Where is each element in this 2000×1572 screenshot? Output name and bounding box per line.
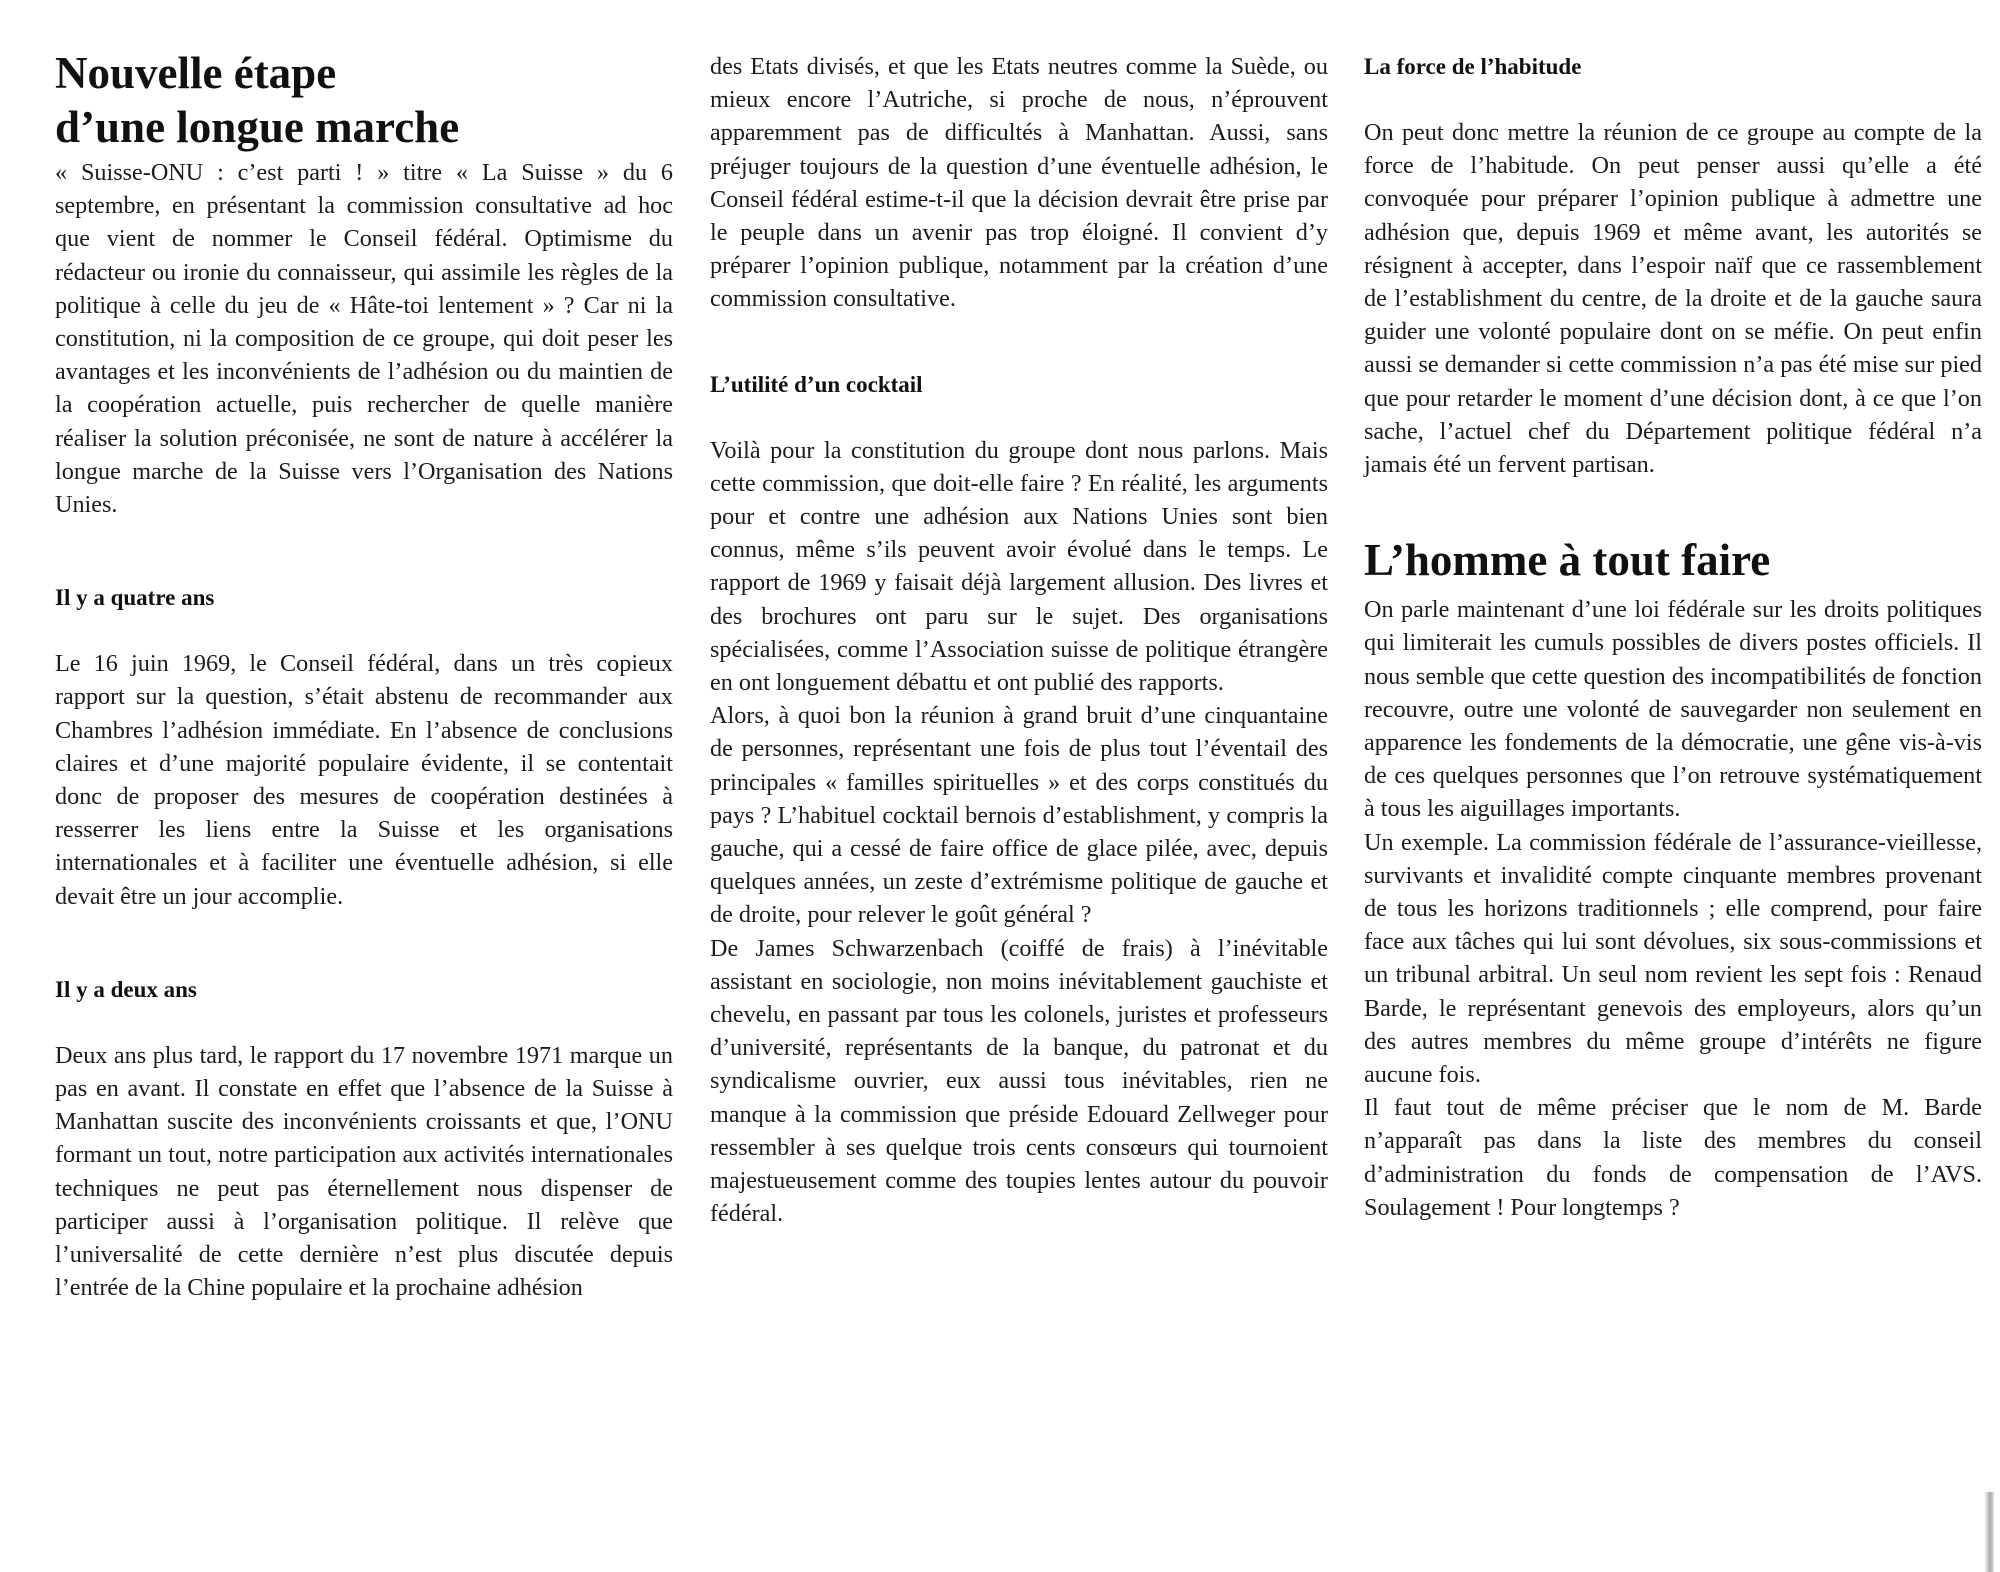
paragraph-homme-2: Un exemple. La commission fédérale de l’assurance-vieillesse, survivants et invalidité compte cinquante membres provenant de tous les horizons traditionnels ; elle comprend, pour faire face aux tâches qui lui sont dévolues, six sous-commissions et un tribunal arbitral. Un seul nom revient les sept fois : Renaud Barde, le représentant genevois des employeurs, alors qu’un des autres membres du même groupe d’intérêts ne figure aucune fois. bbox=[1364, 828, 1982, 1089]
title-line-1: Nouvelle étape bbox=[55, 48, 337, 98]
paragraph-cocktail-1: Voilà pour la constitution du groupe dont nous parlons. Mais cette commission, que doit-elle faire ? En réalité, les arguments pour et contre une adhésion aux Nations Unies sont bien connus, même s’ils peuvent avoir évolué dans le temps. Le rapport de 1969 y faisait déjà largement allusion. Des livres et des brochures ont paru sur le sujet. Des organisations spécialisées, comme l’Association suisse de politique étrangère en ont longuement débattu et ont publié des rapports. bbox=[710, 436, 1328, 697]
subheading-cocktail: L’utilité d’un cocktail bbox=[710, 371, 923, 397]
column-3 bbox=[1364, 50, 1982, 1224]
subheading-quatre-ans: Il y a quatre ans bbox=[55, 585, 215, 611]
paragraph-continuation: des Etats divisés, et que les Etats neutres comme la Suède, ou mieux encore l’Autriche, si proche de nous, n’éprouvent apparemment pas de difficultés à Manhattan. Aussi, sans préjuger toujours de la question d’une éventuelle adhésion, le Conseil fédéral estime-t-il que la décision devrait être prise par le peuple dans un avenir pas trop éloigné. Il convient d’y préparer l’opinion publique, notamment par la création d’une commission consultative. bbox=[710, 53, 1328, 313]
article-title-nouvelle-etape bbox=[55, 46, 673, 154]
title-line-2: d’une longue marche bbox=[55, 102, 460, 152]
paragraph-quatre-ans: Le 16 juin 1969, le Conseil fédéral, dans un très copieux rapport sur la question, s’était abstenu de recommander aux Chambres l’adhésion immédiate. En l’absence de conclusions claires et d’une majorité populaire évidente, il se contentait donc de proposer des mesures de coopération destinées à resserrer les liens entre la Suisse et les organisations internationales et à faciliter une éventuelle adhésion, si elle devait être un jour accomplie. bbox=[55, 650, 673, 910]
column-2 bbox=[710, 50, 1328, 1231]
paragraph-cocktail-2: Alors, à quoi bon la réunion à grand bruit d’une cinquantaine de personnes, représentant une fois de plus tout l’éventail des principales « familles spirituelles » et des corps constitués du pays ? L’habituel cocktail bernois d’establishment, y compris la gauche, qui a cessé de faire office de glace pilée, avec, depuis quelques années, un zeste d’extrémisme politique de gauche et de droite, pour relever le goût général ? bbox=[710, 702, 1328, 929]
subheading-force-habitude: La force de l’habitude bbox=[1364, 54, 1582, 79]
paragraph-deux-ans: Deux ans plus tard, le rapport du 17 novembre 1971 marque un pas en avant. Il constate en effet que l’absence de la Suisse à Manhattan suscite des inconvénients croissants et que, l’ONU formant un tout, notre participation aux activités internationales techniques ne peut pas éternellement nous dispenser de participer aussi à l’organisation politique. Il relève que l’universalité de cette dernière n’est plus discutée depuis l’entrée de la Chine populaire et la prochaine adhésion bbox=[55, 1041, 673, 1302]
column-1 bbox=[55, 40, 673, 1304]
paragraph-cocktail-3: De James Schwarzenbach (coiffé de frais) à l’inévitable assistant en sociologie, non moins inévitablement gauchiste et chevelu, en passant par tous les colonels, juristes et professeurs d’université, représentants de la banque, du patronat et du syndicalisme ouvrier, eux aussi tous inévitables, rien ne manque à la commission que préside Edouard Zellweger pour ressembler à ses quelque trois cents consœurs qui tournoient majestueusement comme des toupies lentes autour du pouvoir fédéral. bbox=[710, 934, 1328, 1228]
subheading-deux-ans: Il y a deux ans bbox=[55, 976, 197, 1002]
scan-edge-mark bbox=[1984, 1492, 1994, 1572]
article-title-homme-a-tout-faire: L’homme à tout faire bbox=[1364, 535, 1771, 586]
paragraph-force-habitude: On peut donc mettre la réunion de ce groupe au compte de la force de l’habitude. On peut penser aussi qu’elle a été convoquée pour préparer l’opinion publique à admettre une adhésion que, depuis 1969 et même avant, les autorités se résignent à accepter, dans l’espoir naïf que ce rassemblement de l’establishment du centre, de la droite et de la gauche saura guider une volonté populaire dont on se méfie. On peut enfin aussi se demander si cette commission n’a pas été mise sur pied que pour retarder le moment d’une décision dont, à ce que l’on sache, l’actuel chef du Département politique fédéral n’a jamais été un fervent partisan. bbox=[1364, 119, 1982, 479]
paragraph-homme-3: Il faut tout de même préciser que le nom de M. Barde n’apparaît pas dans la liste des membres du conseil d’administration du fonds de compensation de l’AVS. Soulagement ! Pour longtemps ? bbox=[1364, 1094, 1982, 1221]
article-intro-paragraph: « Suisse-ONU : c’est parti ! » titre « La Suisse » du 6 septembre, en présentant la commission consultative ad hoc que vient de nommer le Conseil fédéral. Optimisme du rédacteur ou ironie du connaisseur, qui assimile les règles de la politique à celle du jeu de « Hâte-toi lentement » ? Car ni la constitution, ni la composition de ce groupe, qui doit peser les avantages et les inconvénients de l’adhésion ou du maintien de la coopération actuelle, puis rechercher de quelle manière réaliser la solution préconisée, ne sont de nature à accélérer la longue marche de la Suisse vers l’Organisation des Nations Unies. bbox=[55, 159, 673, 519]
paragraph-homme-1: On parle maintenant d’une loi fédérale sur les droits politiques qui limiterait les cumuls possibles de divers postes officiels. Il nous semble que cette question des incompatibilités de fonction recouvre, outre une volonté de sauvegarder non seulement en apparence les fondements de la démocratie, une gêne vis-à-vis de ces quelques personnes que l’on retrouve systématiquement à tous les aiguillages importants. bbox=[1364, 596, 1982, 823]
